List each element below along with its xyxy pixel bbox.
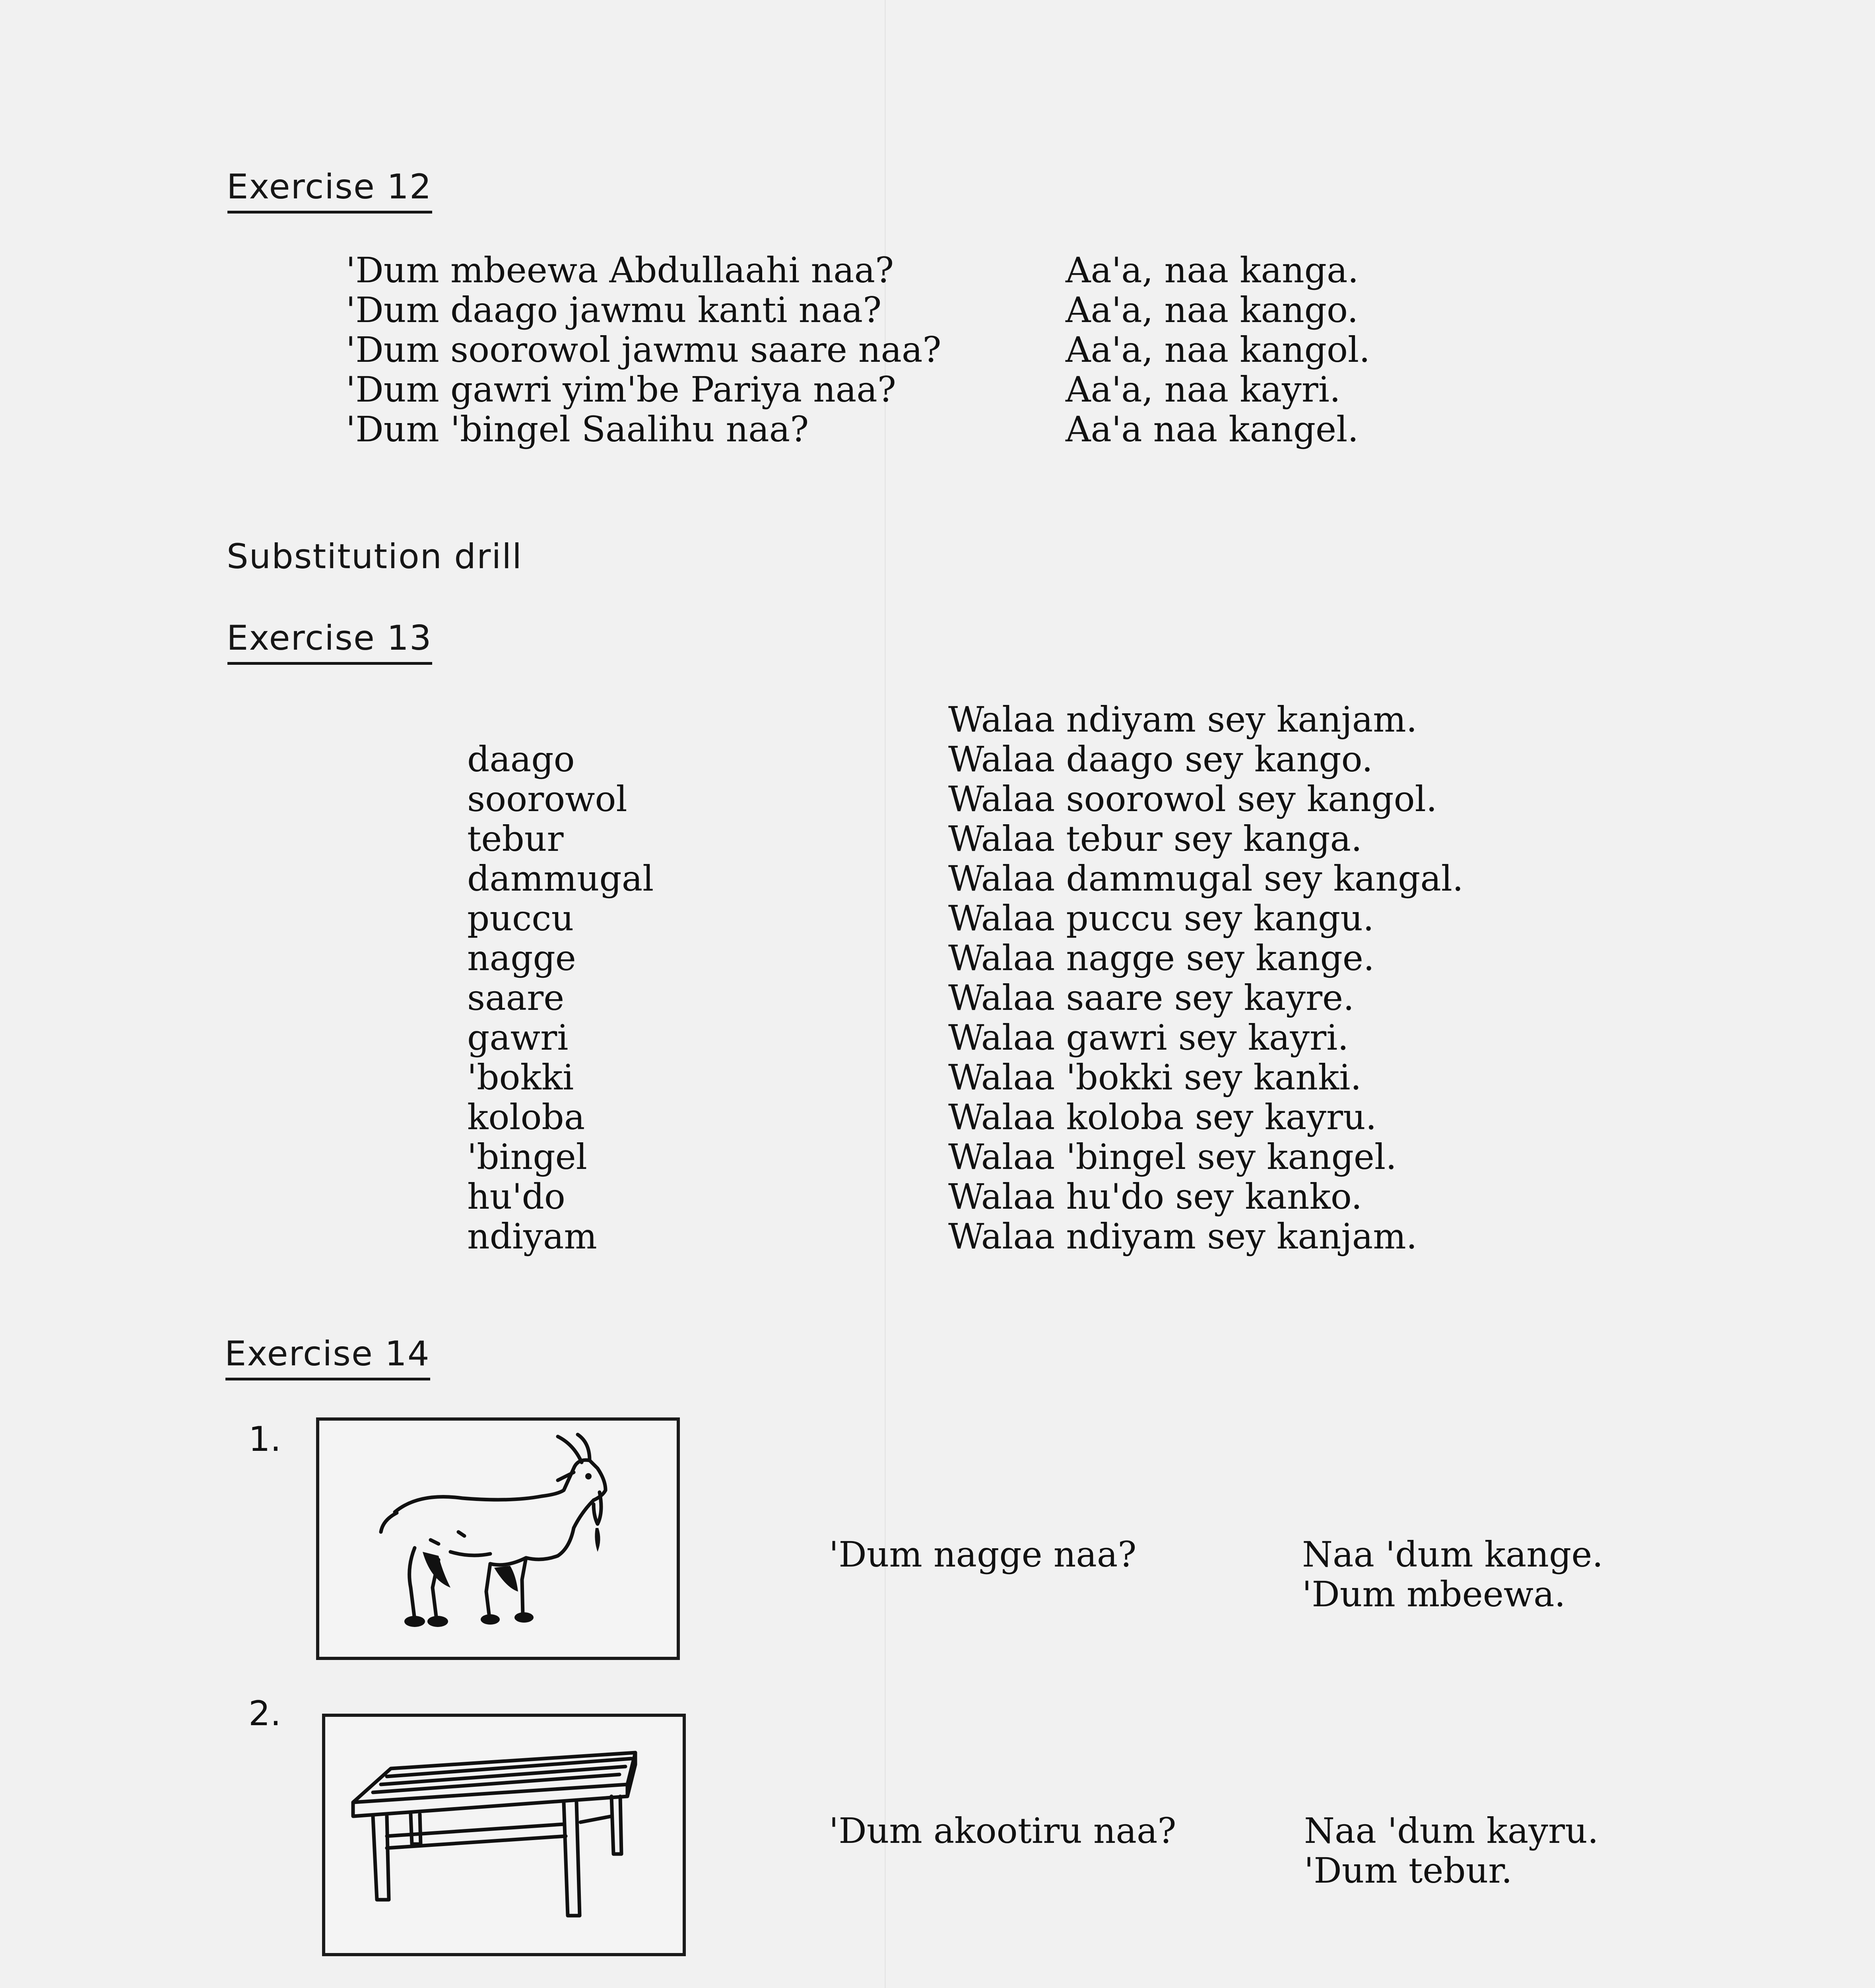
cue-word: puccu xyxy=(467,898,574,939)
cue-word: daago xyxy=(467,739,575,780)
item-1-answer-2: 'Dum mbeewa. xyxy=(1302,1574,1566,1615)
answer-2: Aa'a, naa kango. xyxy=(1066,289,1359,330)
cue-word: nagge xyxy=(467,938,576,978)
response-sentence: Walaa 'bingel sey kangel. xyxy=(948,1136,1397,1177)
response-sentence: Walaa ndiyam sey kanjam. xyxy=(948,1216,1417,1257)
answer-3: Aa'a, naa kangol. xyxy=(1066,329,1370,370)
item-2-question: 'Dum akootiru naa? xyxy=(829,1810,1176,1851)
response-sentence: Walaa hu'do sey kanko. xyxy=(948,1176,1363,1217)
exercise-13-responses xyxy=(948,700,1464,1256)
question-4: 'Dum gawri yim'be Pariya naa? xyxy=(346,369,896,410)
response-sentence: Walaa daago sey kango. xyxy=(948,739,1373,780)
response-sentence: Walaa ndiyam sey kanjam. xyxy=(948,699,1417,740)
cue-word: 'bokki xyxy=(467,1057,574,1098)
response-sentence: Walaa soorowol sey kangol. xyxy=(948,779,1437,819)
exercise-13-heading: Exercise 13 xyxy=(227,618,432,658)
response-sentence: Walaa puccu sey kangu. xyxy=(948,898,1374,939)
response-sentence: Walaa dammugal sey kangal. xyxy=(948,858,1464,899)
question-3: 'Dum soorowol jawmu saare naa? xyxy=(346,329,941,370)
exercise-13-underline xyxy=(227,662,432,665)
item-2-answer-2: 'Dum tebur. xyxy=(1304,1850,1512,1891)
response-sentence: Walaa 'bokki sey kanki. xyxy=(948,1057,1362,1098)
item-1-answer-1: Naa 'dum kange. xyxy=(1302,1534,1603,1575)
cue-word: tebur xyxy=(467,818,564,859)
table-illustration xyxy=(325,1717,683,1953)
cue-word: 'bingel xyxy=(467,1136,587,1177)
cue-word: dammugal xyxy=(467,858,654,899)
exercise-13-cues xyxy=(467,740,654,1256)
response-sentence: Walaa nagge sey kange. xyxy=(948,938,1374,978)
cue-word: soorowol xyxy=(467,779,627,819)
response-sentence: Walaa gawri sey kayri. xyxy=(948,1017,1349,1058)
exercise-12-underline xyxy=(227,211,432,214)
cue-word: hu'do xyxy=(467,1176,565,1217)
exercise-14-underline xyxy=(225,1378,430,1380)
substitution-drill-label: Substitution drill xyxy=(227,537,523,577)
answer-5: Aa'a naa kangel. xyxy=(1066,409,1359,450)
exercise-12-heading: Exercise 12 xyxy=(227,167,432,207)
table-picture-frame xyxy=(322,1714,686,1956)
question-1: 'Dum mbeewa Abdullaahi naa? xyxy=(346,250,894,291)
cue-word: gawri xyxy=(467,1017,569,1058)
exercise-14-heading: Exercise 14 xyxy=(225,1334,430,1374)
response-sentence: Walaa tebur sey kanga. xyxy=(948,818,1362,859)
cue-word: koloba xyxy=(467,1097,585,1138)
item-number-2: 2. xyxy=(248,1694,281,1734)
cue-word: saare xyxy=(467,977,565,1018)
response-sentence: Walaa koloba sey kayru. xyxy=(948,1097,1377,1138)
goat-illustration xyxy=(319,1421,677,1657)
question-5: 'Dum 'bingel Saalihu naa? xyxy=(346,409,809,450)
item-number-1: 1. xyxy=(248,1419,281,1459)
question-2: 'Dum daago jawmu kanti naa? xyxy=(346,289,882,330)
cue-word: ndiyam xyxy=(467,1216,597,1257)
item-1-question: 'Dum nagge naa? xyxy=(829,1534,1137,1575)
answer-1: Aa'a, naa kanga. xyxy=(1066,250,1359,291)
response-sentence: Walaa saare sey kayre. xyxy=(948,977,1355,1018)
exercise-12-questions xyxy=(346,250,941,449)
item-2-answer-1: Naa 'dum kayru. xyxy=(1304,1810,1599,1851)
goat-picture-frame xyxy=(316,1417,680,1660)
answer-4: Aa'a, naa kayri. xyxy=(1066,369,1341,410)
exercise-12-answers xyxy=(1066,250,1370,449)
